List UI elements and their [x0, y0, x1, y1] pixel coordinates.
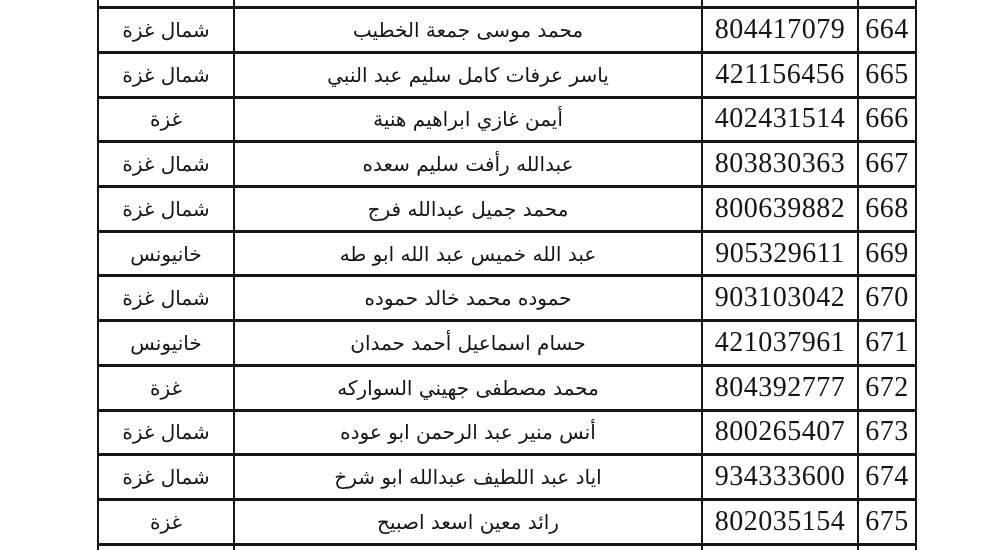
table-row [98, 52, 916, 97]
cell-person-name: رائد معين اسعد اصبيح [234, 500, 702, 545]
cell-empty [98, 0, 234, 8]
cell-governorate: غزة [98, 500, 234, 545]
cell-empty [858, 0, 916, 8]
cell-id-number: 804392777 [702, 365, 858, 410]
cell-id-number: 802035154 [702, 500, 858, 545]
cell-serial-number: 669 [858, 231, 916, 276]
cell-serial-number: 665 [858, 52, 916, 97]
cell-serial-number: 667 [858, 142, 916, 187]
cell-id-number: 800639882 [702, 186, 858, 231]
cell-empty [234, 544, 702, 550]
cell-empty [234, 0, 702, 8]
table-row [98, 8, 916, 53]
cell-person-name: حسام اسماعيل أحمد حمدان [234, 321, 702, 366]
cell-serial-number: 673 [858, 410, 916, 455]
cell-governorate: خانيونس [98, 321, 234, 366]
cell-id-number: 402431514 [702, 97, 858, 142]
cell-person-name: أنس منير عبد الرحمن ابو عوده [234, 410, 702, 455]
cell-governorate: خانيونس [98, 231, 234, 276]
table-row [98, 276, 916, 321]
cell-id-number: 421037961 [702, 321, 858, 366]
cell-governorate: شمال غزة [98, 186, 234, 231]
cell-serial-number: 672 [858, 365, 916, 410]
roster-table [97, 0, 917, 550]
cell-empty [98, 544, 234, 550]
cell-person-name: اياد عبد اللطيف عبدالله ابو شرخ [234, 455, 702, 500]
cell-empty [702, 0, 858, 8]
cell-person-name: محمد مصطفى جهيني السواركه [234, 365, 702, 410]
table-row [98, 142, 916, 187]
cell-person-name: أيمن غازي ابراهيم هنية [234, 97, 702, 142]
table-row [98, 365, 916, 410]
cell-id-number: 905329611 [702, 231, 858, 276]
cell-person-name: عبدالله رأفت سليم سعده [234, 142, 702, 187]
cell-serial-number: 674 [858, 455, 916, 500]
cell-governorate: شمال غزة [98, 455, 234, 500]
cell-id-number: 804417079 [702, 8, 858, 53]
table-row [98, 500, 916, 545]
table-row [98, 231, 916, 276]
cell-empty [858, 544, 916, 550]
cell-id-number: 934333600 [702, 455, 858, 500]
cell-serial-number: 668 [858, 186, 916, 231]
cell-person-name: محمد موسى جمعة الخطيب [234, 8, 702, 53]
table-row-clipped-top [98, 0, 916, 8]
table-row [98, 186, 916, 231]
cell-governorate: شمال غزة [98, 142, 234, 187]
cell-serial-number: 675 [858, 500, 916, 545]
cell-governorate: غزة [98, 365, 234, 410]
table-row [98, 97, 916, 142]
cell-governorate: شمال غزة [98, 276, 234, 321]
cell-id-number: 800265407 [702, 410, 858, 455]
table-row [98, 410, 916, 455]
cell-governorate: شمال غزة [98, 410, 234, 455]
cell-id-number: 903103042 [702, 276, 858, 321]
cell-person-name: حموده محمد خالد حموده [234, 276, 702, 321]
cell-governorate: شمال غزة [98, 8, 234, 53]
cell-id-number: 803830363 [702, 142, 858, 187]
cell-empty [702, 544, 858, 550]
table-row [98, 455, 916, 500]
cell-person-name: عبد الله خميس عبد الله ابو طه [234, 231, 702, 276]
table-row-clipped-bottom [98, 544, 916, 550]
cell-governorate: غزة [98, 97, 234, 142]
table-body [98, 0, 916, 550]
cell-serial-number: 666 [858, 97, 916, 142]
cell-person-name: محمد جميل عبدالله فرج [234, 186, 702, 231]
table-row [98, 321, 916, 366]
cell-governorate: شمال غزة [98, 52, 234, 97]
cell-serial-number: 670 [858, 276, 916, 321]
cell-serial-number: 671 [858, 321, 916, 366]
cell-person-name: ياسر عرفات كامل سليم عبد النبي [234, 52, 702, 97]
cell-id-number: 421156456 [702, 52, 858, 97]
cell-serial-number: 664 [858, 8, 916, 53]
